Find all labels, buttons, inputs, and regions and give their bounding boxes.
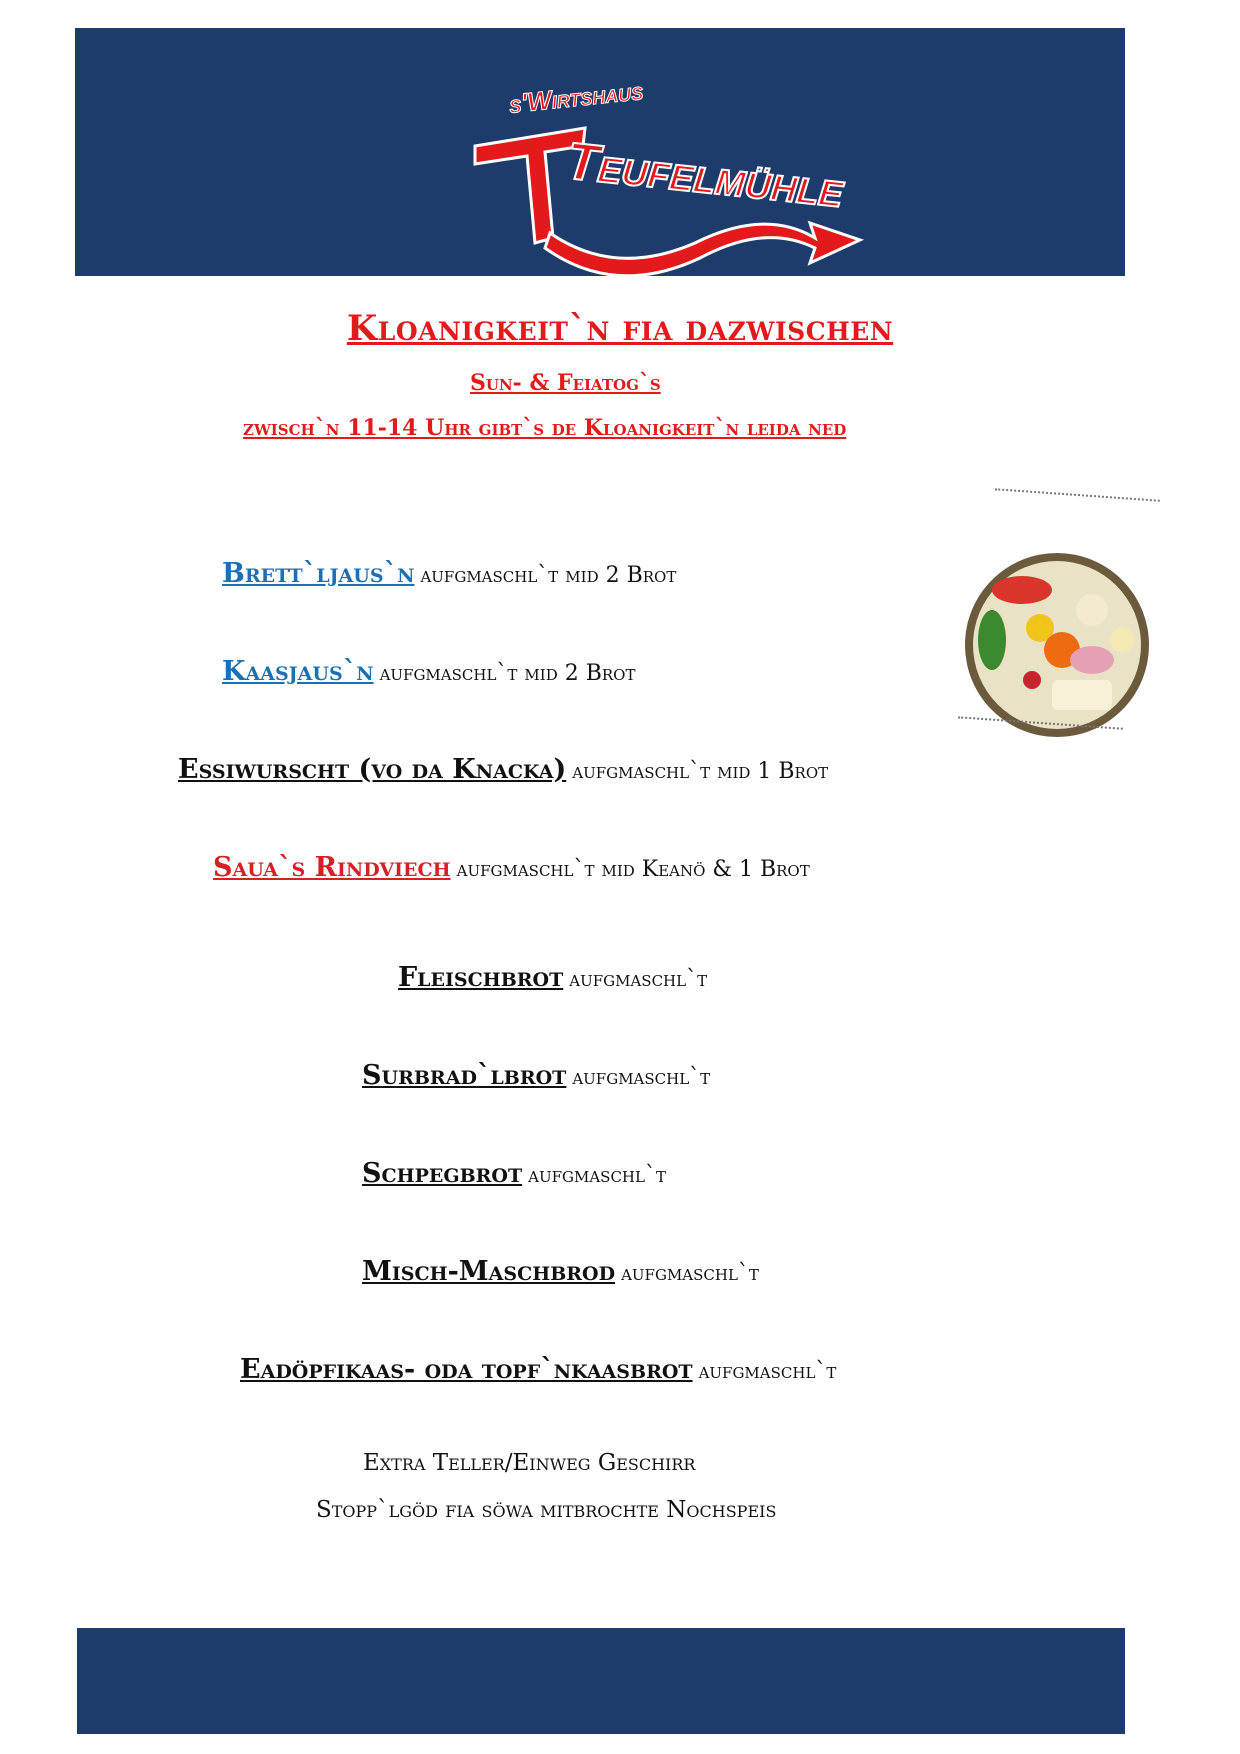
logo-top-text: s'Wirtshaus bbox=[507, 75, 645, 119]
subtitle-hours: zwisch`n 11-14 Uhr gibt`s de Kloanigkeit`n leida ned bbox=[243, 415, 847, 441]
item-desc: aufgmaschl`t bbox=[621, 1261, 759, 1286]
teufelmuehle-logo bbox=[465, 68, 895, 288]
item-name: Eadöpfikaas- oda topf`nkaasbrot bbox=[240, 1354, 693, 1385]
item-desc: aufgmaschl`t bbox=[698, 1359, 837, 1384]
menu-item bbox=[178, 754, 828, 785]
item-desc: aufgmaschl`t mid 2 Brot bbox=[420, 563, 677, 588]
decor-dots-top bbox=[995, 488, 1160, 502]
item-desc: aufgmaschl`t bbox=[528, 1163, 666, 1188]
item-name: Kaasjaus`n bbox=[222, 656, 374, 687]
menu-item bbox=[362, 1158, 666, 1189]
item-desc: aufgmaschl`t mid 1 Brot bbox=[572, 759, 829, 784]
item-name: Brett`ljaus`n bbox=[222, 558, 415, 589]
header-banner bbox=[75, 28, 1125, 276]
menu-item bbox=[362, 1060, 710, 1091]
item-name: Surbrad`lbrot bbox=[362, 1060, 567, 1091]
menu-item bbox=[398, 962, 707, 993]
item-desc: aufgmaschl`t mid 2 Brot bbox=[379, 661, 636, 686]
menu-item bbox=[213, 852, 810, 883]
item-desc: aufgmaschl`t bbox=[572, 1065, 711, 1090]
platter-photo bbox=[962, 550, 1152, 740]
item-name: Fleischbrot bbox=[398, 962, 564, 993]
item-name: Misch-Maschbrod bbox=[362, 1256, 616, 1287]
item-desc: aufgmaschl`t mid Keanö & 1 Brot bbox=[456, 857, 810, 882]
page-title: Kloanigkeit`n fia dazwischen bbox=[346, 308, 894, 349]
footer-banner bbox=[77, 1628, 1125, 1734]
item-name: Schpegbrot bbox=[362, 1158, 523, 1189]
menu-item bbox=[240, 1354, 836, 1385]
item-name: Saua`s Rindviech bbox=[213, 852, 451, 883]
menu-item bbox=[222, 656, 635, 687]
subtitle-days: Sun- & Feiatog`s bbox=[470, 370, 661, 396]
extra-line: Stopp`lgöd fia söwa mitbrochte Nochspeis bbox=[316, 1497, 777, 1523]
item-name: Essiwurscht (vo da Knacka) bbox=[178, 754, 567, 785]
menu-item bbox=[222, 558, 676, 589]
logo-main-text: Teufelmühle bbox=[563, 132, 847, 219]
menu-item bbox=[362, 1256, 759, 1287]
item-desc: aufgmaschl`t bbox=[569, 967, 708, 992]
extra-line: Extra Teller/Einweg Geschirr bbox=[363, 1450, 696, 1476]
